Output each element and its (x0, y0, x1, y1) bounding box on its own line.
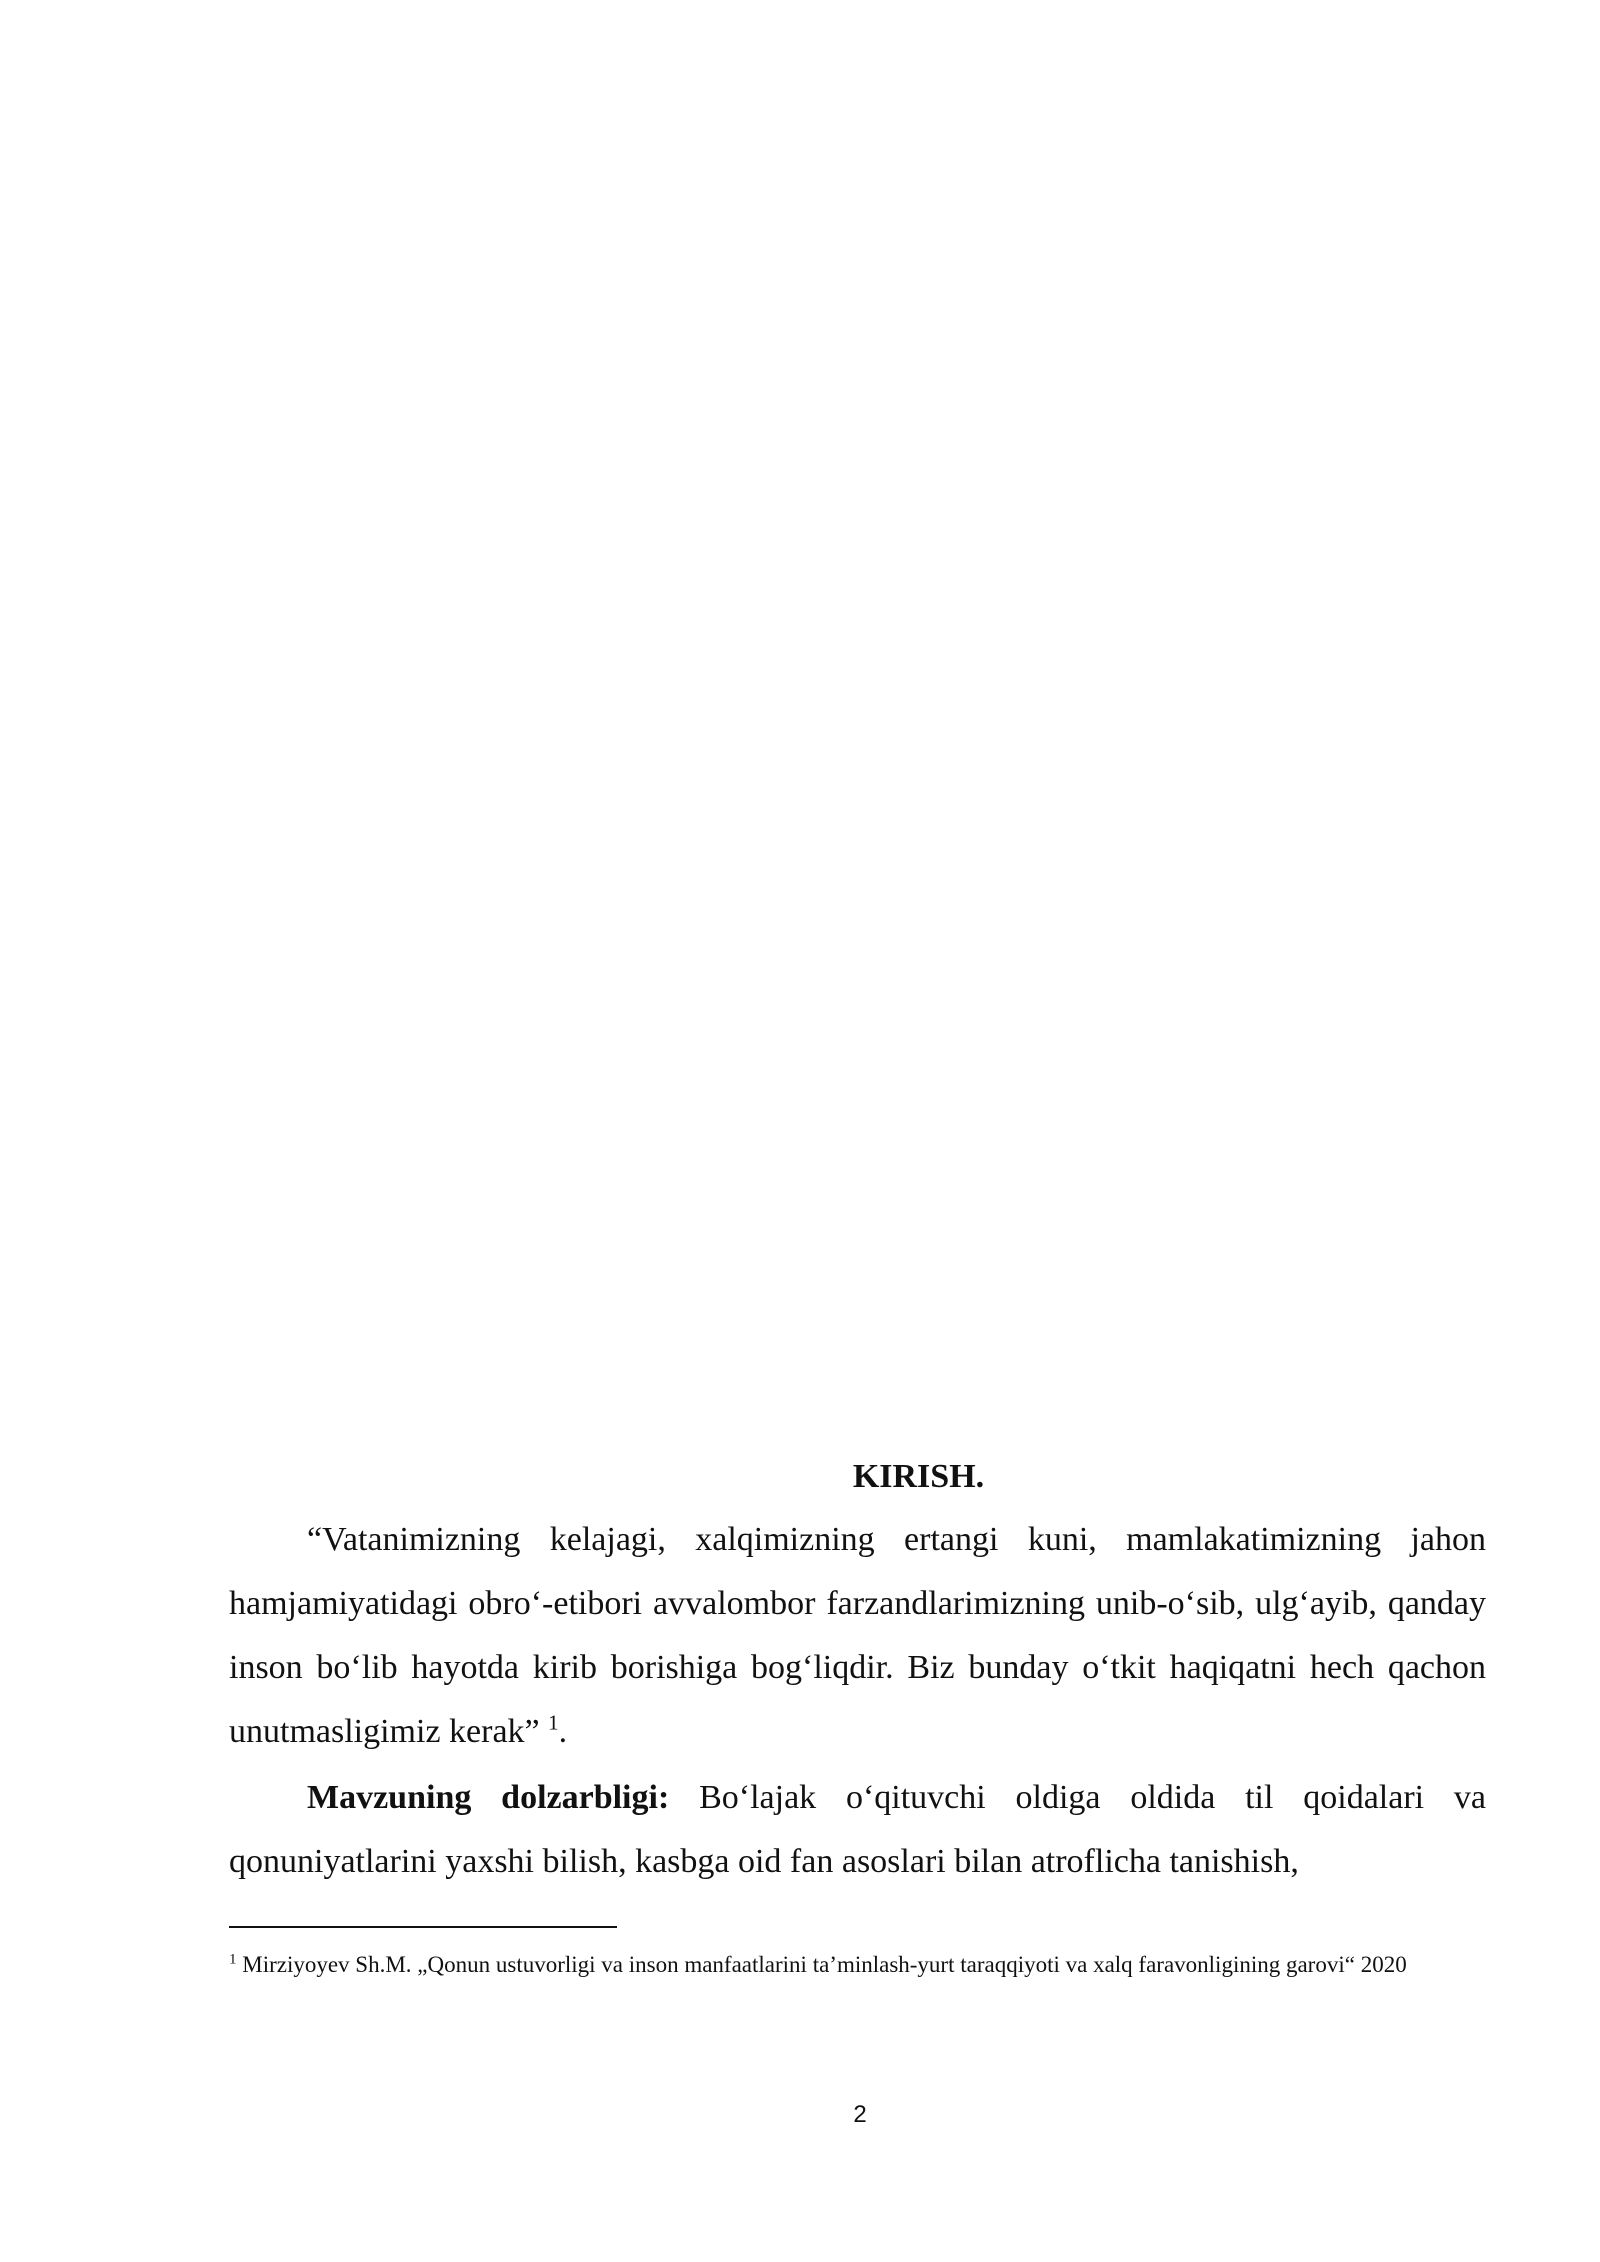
footnote-marker: 1 (229, 1951, 237, 1968)
footnote (229, 1944, 1486, 1986)
quote-paragraph (229, 1508, 1486, 1764)
page-number: 2 (853, 2101, 867, 2128)
relevance-paragraph (229, 1766, 1486, 1894)
section-heading: KIRISH. (852, 1458, 985, 1495)
quote-end-punctuation: . (558, 1713, 568, 1750)
relevance-text: Bo‘lajak o‘qituvchi oldiga oldida til qoidalari va qonuniyatlarini yaxshi bilish, kasbga oid fan asoslari bilan atroflicha tanishish, (229, 1779, 1486, 1880)
footnote-reference[interactable]: 1 (548, 1710, 559, 1735)
footnote-text: Mirziyoyev Sh.M. „Qonun ustuvorligi va inson manfaatlarini ta’minlash-yurt taraqqiyoti va xalq faravonligining garovi“ 2020 (236, 1952, 1407, 1977)
footnote-separator (229, 1926, 617, 1928)
relevance-lead: Mavzuning dolzarbligi: (307, 1779, 670, 1816)
quote-text: “Vatanimizning kelajagi, xalqimizning ertangi kuni, mamlakatimizning jahon hamjamiyatidagi obro‘-etibori avvalombor farzandlarimizning unib-o‘sib, ulg‘ayib, qanday inson bo‘lib hayotda kirib borishiga bog‘liqdir. Biz bunday o‘tkit haqiqatni hech qachon unutmasligimiz kerak” (229, 1521, 1486, 1750)
